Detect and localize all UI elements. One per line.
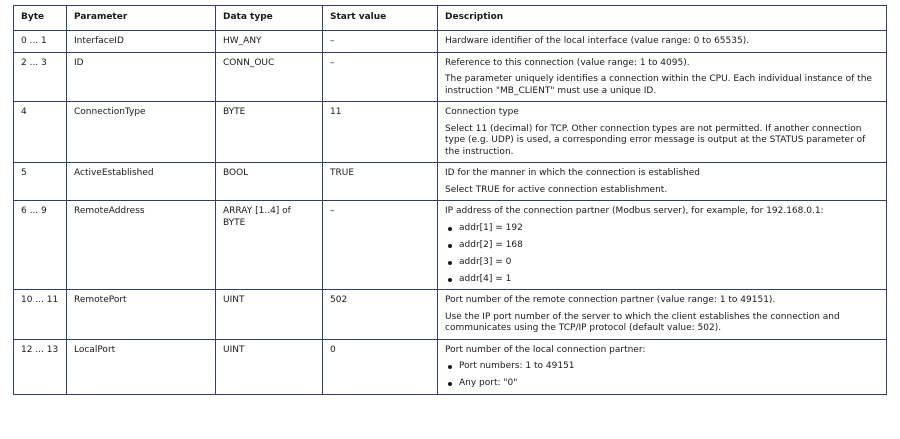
description-paragraph: Connection type xyxy=(445,107,519,117)
description-paragraph: Port number of the remote connection partner (value range: 1 to 49151). xyxy=(445,295,776,305)
bullet-text: addr[1] = 192 xyxy=(459,222,523,233)
cell-data-type: BOOL xyxy=(216,163,323,201)
table-row xyxy=(14,163,887,201)
cell-byte: 6 ... 9 xyxy=(14,201,67,290)
header-description: Description xyxy=(438,6,887,31)
cell-description xyxy=(438,163,887,201)
bullet-item xyxy=(445,274,880,286)
cell-description xyxy=(438,339,887,394)
table-row xyxy=(14,290,887,340)
bullet-text: Any port: "0" xyxy=(459,378,518,388)
cell-byte: 0 ... 1 xyxy=(14,31,67,53)
cell-description xyxy=(438,290,887,340)
bullet-item xyxy=(445,378,880,390)
bullet-dot-icon xyxy=(448,227,452,231)
table-row xyxy=(14,31,887,53)
bullet-dot-icon xyxy=(448,244,452,248)
bullet-text: addr[4] = 1 xyxy=(459,273,512,284)
cell-description xyxy=(438,201,887,290)
cell-parameter: ActiveEstablished xyxy=(67,163,216,201)
bullet-item xyxy=(445,257,880,269)
cell-parameter: ConnectionType xyxy=(67,102,216,163)
header-parameter: Parameter xyxy=(67,6,216,31)
description-paragraph: Select TRUE for active connection establishment. xyxy=(445,184,668,195)
bullet-dot-icon xyxy=(448,382,452,386)
cell-start-value: – xyxy=(323,201,438,290)
description-paragraph: Hardware identifier of the local interface (value range: 0 to 65535). xyxy=(445,36,750,46)
cell-parameter: RemoteAddress xyxy=(67,201,216,290)
description-paragraph: ID for the manner in which the connection is established xyxy=(445,168,701,178)
cell-byte: 2 ... 3 xyxy=(14,52,67,102)
table-row xyxy=(14,52,887,102)
cell-start-value: TRUE xyxy=(323,163,438,201)
cell-start-value: 0 xyxy=(323,339,438,394)
cell-data-type: BYTE xyxy=(216,102,323,163)
bullet-text: addr[2] = 168 xyxy=(459,239,523,250)
header-start-value: Start value xyxy=(323,6,438,31)
cell-parameter: RemotePort xyxy=(67,290,216,340)
cell-byte: 4 xyxy=(14,102,67,163)
bullet-text: Port numbers: 1 to 49151 xyxy=(459,361,575,371)
cell-description xyxy=(438,102,887,163)
cell-parameter: ID xyxy=(67,52,216,102)
description-paragraph: Port number of the local connection partner: xyxy=(445,344,646,355)
description-paragraph: IP address of the connection partner (Modbus server), for example, for 192.168.0.1: xyxy=(445,206,824,216)
bullet-dot-icon xyxy=(448,261,452,265)
cell-description xyxy=(438,31,887,53)
cell-start-value: 11 xyxy=(323,102,438,163)
cell-byte: 12 ... 13 xyxy=(14,339,67,394)
parameter-table xyxy=(13,5,887,395)
table-row xyxy=(14,339,887,394)
cell-byte: 5 xyxy=(14,163,67,201)
cell-start-value: – xyxy=(323,31,438,53)
table-row xyxy=(14,102,887,163)
description-paragraph: Reference to this connection (value range: 1 to 4095). xyxy=(445,57,690,68)
cell-data-type: HW_ANY xyxy=(216,31,323,53)
bullet-text: addr[3] = 0 xyxy=(459,256,512,267)
cell-data-type: CONN_OUC xyxy=(216,52,323,102)
cell-start-value: – xyxy=(323,52,438,102)
bullet-dot-icon xyxy=(448,278,452,282)
cell-byte: 10 ... 11 xyxy=(14,290,67,340)
cell-data-type: UINT xyxy=(216,339,323,394)
table-row xyxy=(14,201,887,290)
description-paragraph: The parameter uniquely identifies a connection within the CPU. Each individual instance of the instruction "MB_CLIENT" must use a unique ID. xyxy=(445,74,872,96)
bullet-item xyxy=(445,361,880,373)
bullet-list xyxy=(445,361,880,390)
cell-parameter: LocalPort xyxy=(67,339,216,394)
header-data-type: Data type xyxy=(216,6,323,31)
header-byte: Byte xyxy=(14,6,67,31)
cell-start-value: 502 xyxy=(323,290,438,340)
bullet-list xyxy=(445,223,880,286)
bullet-item xyxy=(445,223,880,235)
table-body xyxy=(14,31,887,395)
description-paragraph: Use the IP port number of the server to which the client establishes the connection and communicates using the TCP/IP protocol (default value: 502). xyxy=(445,311,840,333)
cell-description xyxy=(438,52,887,102)
cell-data-type: ARRAY [1..4] of BYTE xyxy=(216,201,323,290)
table-header xyxy=(14,6,887,31)
bullet-dot-icon xyxy=(448,365,452,369)
bullet-item xyxy=(445,240,880,252)
header-row xyxy=(14,6,887,31)
cell-data-type: UINT xyxy=(216,290,323,340)
cell-parameter: InterfaceID xyxy=(67,31,216,53)
description-paragraph: Select 11 (decimal) for TCP. Other connection types are not permitted. If another connection type (e.g. UDP) is used, a corresponding error message is output at the STATUS parameter of the instruction. xyxy=(445,123,866,157)
